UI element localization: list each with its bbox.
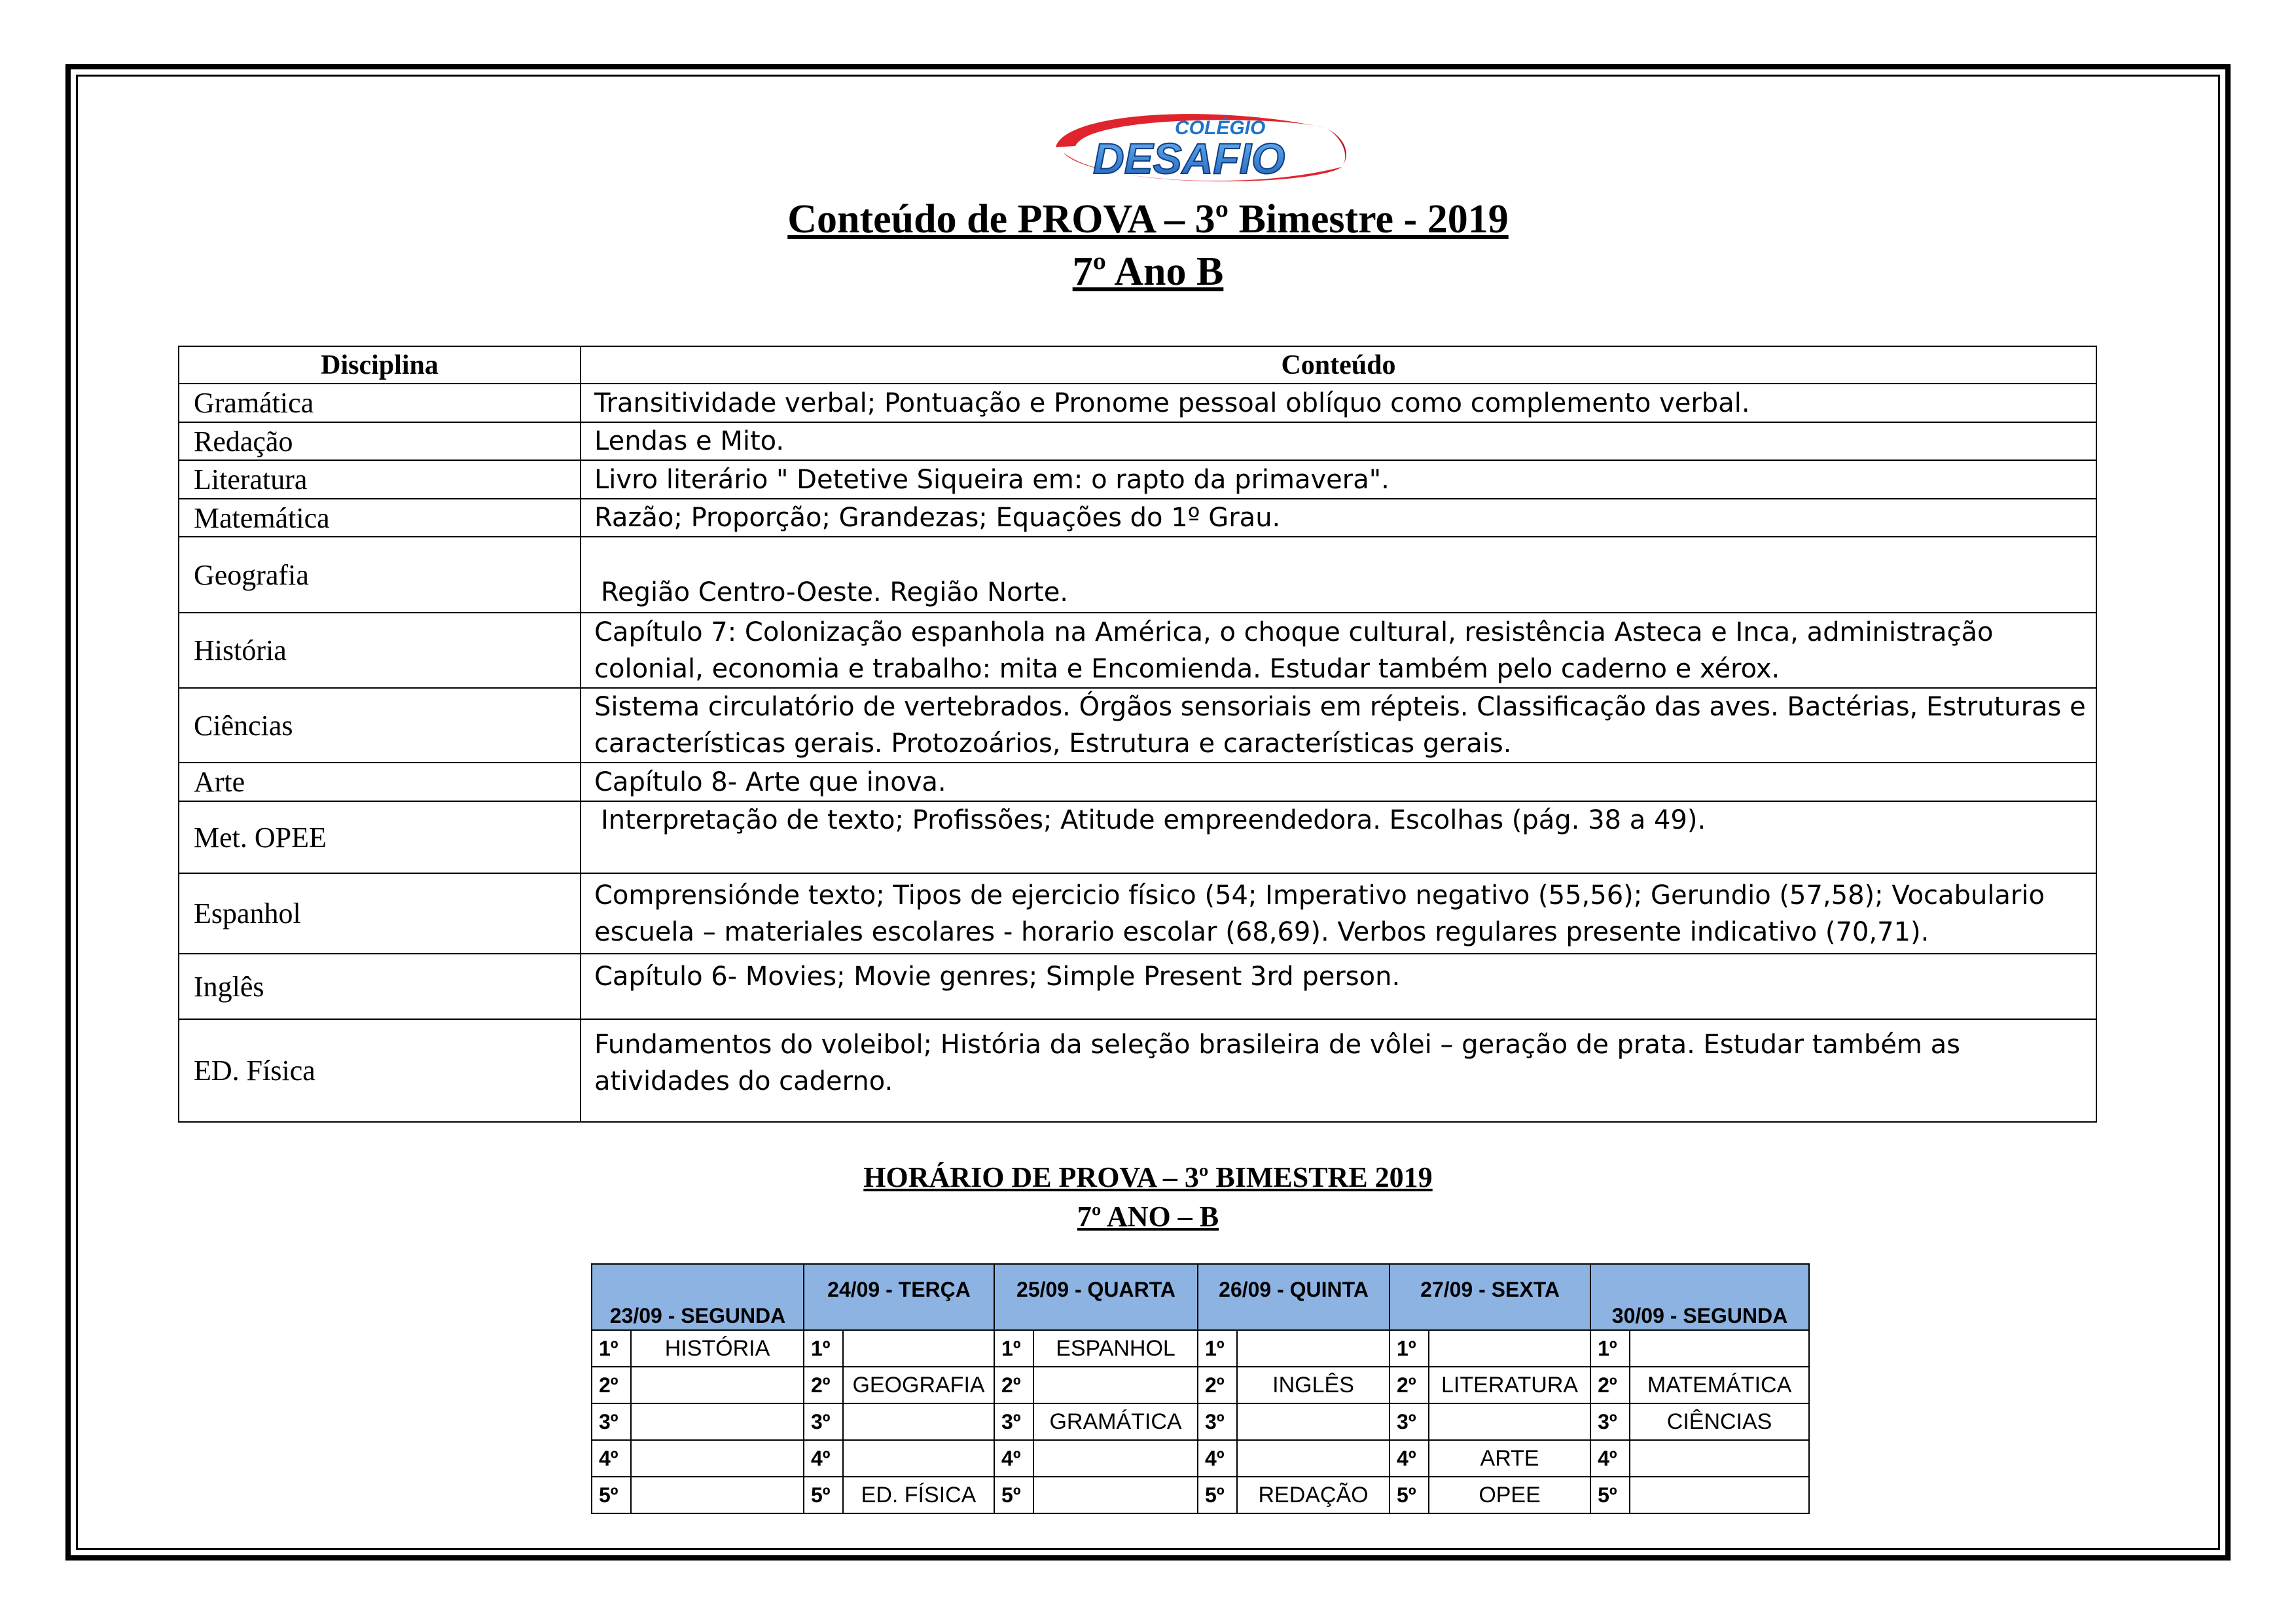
subject-cell: INGLÊS	[1237, 1367, 1390, 1403]
period-number: 1º	[592, 1330, 631, 1367]
content-table	[178, 346, 2097, 1123]
period-number: 4º	[994, 1440, 1033, 1477]
subject-cell	[1630, 1330, 1809, 1367]
period-number: 2º	[1390, 1367, 1429, 1403]
period-number: 3º	[994, 1403, 1033, 1440]
period-number: 4º	[1590, 1440, 1630, 1477]
subject-cell: MATEMÁTICA	[1630, 1367, 1809, 1403]
subject-cell	[1237, 1403, 1390, 1440]
subject-cell	[1429, 1330, 1590, 1367]
period-number: 2º	[994, 1367, 1033, 1403]
period-number: 3º	[1198, 1403, 1237, 1440]
conteudo-cell: Capítulo 8- Arte que inova.	[581, 763, 2096, 801]
period-number: 1º	[1198, 1330, 1237, 1367]
logo-main-text: DESAFIO	[1093, 134, 1285, 183]
page-title: Conteúdo de PROVA – 3º Bimestre - 2019	[787, 197, 1509, 242]
table-row	[179, 1019, 2096, 1122]
conteudo-cell: Capítulo 6- Movies; Movie genres; Simple Present 3rd person.	[581, 954, 2096, 1019]
conteudo-cell: Livro literário " Detetive Siqueira em: o rapto da primavera".	[581, 460, 2096, 499]
subject-cell: LITERATURA	[1429, 1367, 1590, 1403]
period-number: 5º	[1198, 1477, 1237, 1513]
table-row	[179, 873, 2096, 954]
period-number: 4º	[1198, 1440, 1237, 1477]
schedule-header-row	[592, 1264, 1809, 1330]
schedule-row	[592, 1367, 1809, 1403]
subject-cell	[843, 1403, 994, 1440]
disciplina-cell: Inglês	[179, 954, 581, 1019]
conteudo-cell: Razão; Proporção; Grandezas; Equações do 1º Grau.	[581, 499, 2096, 537]
conteudo-cell: Capítulo 7: Colonização espanhola na América, o choque cultural, resistência Asteca e Inca, administração colonial, economia e trabalho: mita e Encomienda. Estudar também pelo caderno e xérox.	[581, 613, 2096, 688]
table-row	[179, 537, 2096, 613]
disciplina-cell: Redação	[179, 422, 581, 460]
subject-cell: HISTÓRIA	[631, 1330, 804, 1367]
day-header: 30/09 - SEGUNDA	[1590, 1264, 1809, 1330]
schedule-subtitle: 7º ANO – B	[1077, 1200, 1219, 1233]
day-header: 27/09 - SEXTA	[1390, 1264, 1590, 1330]
page-subtitle: 7º Ano B	[1072, 249, 1224, 294]
table-row	[179, 460, 2096, 499]
conteudo-cell: Sistema circulatório de vertebrados. Órgãos sensoriais em répteis. Classificação das aves. Bactérias, Estruturas e características gerais. Protozoários, Estrutura e características gerais.	[581, 688, 2096, 763]
table-row	[179, 613, 2096, 688]
schedule-row	[592, 1477, 1809, 1513]
period-number: 2º	[804, 1367, 843, 1403]
day-header: 23/09 - SEGUNDA	[592, 1264, 804, 1330]
period-number: 1º	[994, 1330, 1033, 1367]
disciplina-cell: História	[179, 613, 581, 688]
period-number: 5º	[994, 1477, 1033, 1513]
period-number: 2º	[1198, 1367, 1237, 1403]
period-number: 5º	[592, 1477, 631, 1513]
subject-cell	[631, 1477, 804, 1513]
subject-cell	[1033, 1477, 1198, 1513]
period-number: 5º	[1390, 1477, 1429, 1513]
period-number: 4º	[804, 1440, 843, 1477]
subject-cell	[631, 1403, 804, 1440]
period-number: 5º	[804, 1477, 843, 1513]
period-number: 3º	[804, 1403, 843, 1440]
disciplina-cell: Espanhol	[179, 873, 581, 954]
conteudo-cell: Transitividade verbal; Pontuação e Pronome pessoal oblíquo como complemento verbal.	[581, 384, 2096, 422]
conteudo-cell: Região Centro-Oeste. Região Norte.	[581, 537, 2096, 613]
subject-cell	[1237, 1330, 1390, 1367]
disciplina-cell: Literatura	[179, 460, 581, 499]
schedule-row	[592, 1440, 1809, 1477]
subject-cell	[631, 1367, 804, 1403]
period-number: 3º	[1390, 1403, 1429, 1440]
subject-cell: REDAÇÃO	[1237, 1477, 1390, 1513]
table-row	[179, 954, 2096, 1019]
period-number: 1º	[804, 1330, 843, 1367]
table-row	[179, 422, 2096, 460]
subject-cell: ARTE	[1429, 1440, 1590, 1477]
subject-cell: GEOGRAFIA	[843, 1367, 994, 1403]
disciplina-cell: ED. Física	[179, 1019, 581, 1122]
period-number: 5º	[1590, 1477, 1630, 1513]
period-number: 3º	[592, 1403, 631, 1440]
subject-cell: ED. FÍSICA	[843, 1477, 994, 1513]
subject-cell	[1033, 1440, 1198, 1477]
schedule-row	[592, 1403, 1809, 1440]
subject-cell	[631, 1440, 804, 1477]
period-number: 3º	[1590, 1403, 1630, 1440]
logo-top-text: COLÉGIO	[1175, 117, 1266, 139]
period-number: 2º	[592, 1367, 631, 1403]
conteudo-cell: Lendas e Mito.	[581, 422, 2096, 460]
period-number: 1º	[1590, 1330, 1630, 1367]
table-row	[179, 801, 2096, 873]
subject-cell: ESPANHOL	[1033, 1330, 1198, 1367]
subject-cell	[1237, 1440, 1390, 1477]
disciplina-cell: Ciências	[179, 688, 581, 763]
period-number: 4º	[592, 1440, 631, 1477]
content-table-header	[179, 346, 2096, 384]
subject-cell: CIÊNCIAS	[1630, 1403, 1809, 1440]
table-row	[179, 384, 2096, 422]
table-row	[179, 688, 2096, 763]
schedule-body	[592, 1330, 1809, 1513]
table-row	[179, 763, 2096, 801]
period-number: 1º	[1390, 1330, 1429, 1367]
disciplina-cell: Gramática	[179, 384, 581, 422]
schedule-row	[592, 1330, 1809, 1367]
subject-cell	[1429, 1403, 1590, 1440]
subject-cell	[1033, 1367, 1198, 1403]
day-header: 26/09 - QUINTA	[1198, 1264, 1390, 1330]
day-header: 25/09 - QUARTA	[994, 1264, 1198, 1330]
conteudo-cell: Comprensiónde texto; Tipos de ejercicio físico (54; Imperativo negativo (55,56); Gerundio (57,58); Vocabulario escuela – materiales escolares - horario escolar (68,69). Verbos regulares presente indicativo (70,71).	[581, 873, 2096, 954]
conteudo-cell: Fundamentos do voleibol; História da seleção brasileira de vôlei – geração de prata. Estudar também as atividades do caderno.	[581, 1019, 2096, 1122]
disciplina-cell: Arte	[179, 763, 581, 801]
table-row	[179, 499, 2096, 537]
schedule-title: HORÁRIO DE PROVA – 3º BIMESTRE 2019	[863, 1161, 1433, 1193]
subject-cell	[1630, 1477, 1809, 1513]
schedule-table	[591, 1263, 1810, 1514]
period-number: 4º	[1390, 1440, 1429, 1477]
conteudo-cell: Interpretação de texto; Profissões; Atitude empreendedora. Escolhas (pág. 38 a 49).	[581, 801, 2096, 873]
header-conteudo: Conteúdo	[581, 346, 2096, 384]
header-disciplina: Disciplina	[179, 346, 581, 384]
disciplina-cell: Geografia	[179, 537, 581, 613]
period-number: 2º	[1590, 1367, 1630, 1403]
subject-cell	[1630, 1440, 1809, 1477]
subject-cell: GRAMÁTICA	[1033, 1403, 1198, 1440]
day-header: 24/09 - TERÇA	[804, 1264, 994, 1330]
colegio-desafio-logo	[1044, 108, 1352, 196]
subject-cell	[843, 1330, 994, 1367]
subject-cell: OPEE	[1429, 1477, 1590, 1513]
disciplina-cell: Matemática	[179, 499, 581, 537]
subject-cell	[843, 1440, 994, 1477]
disciplina-cell: Met. OPEE	[179, 801, 581, 873]
